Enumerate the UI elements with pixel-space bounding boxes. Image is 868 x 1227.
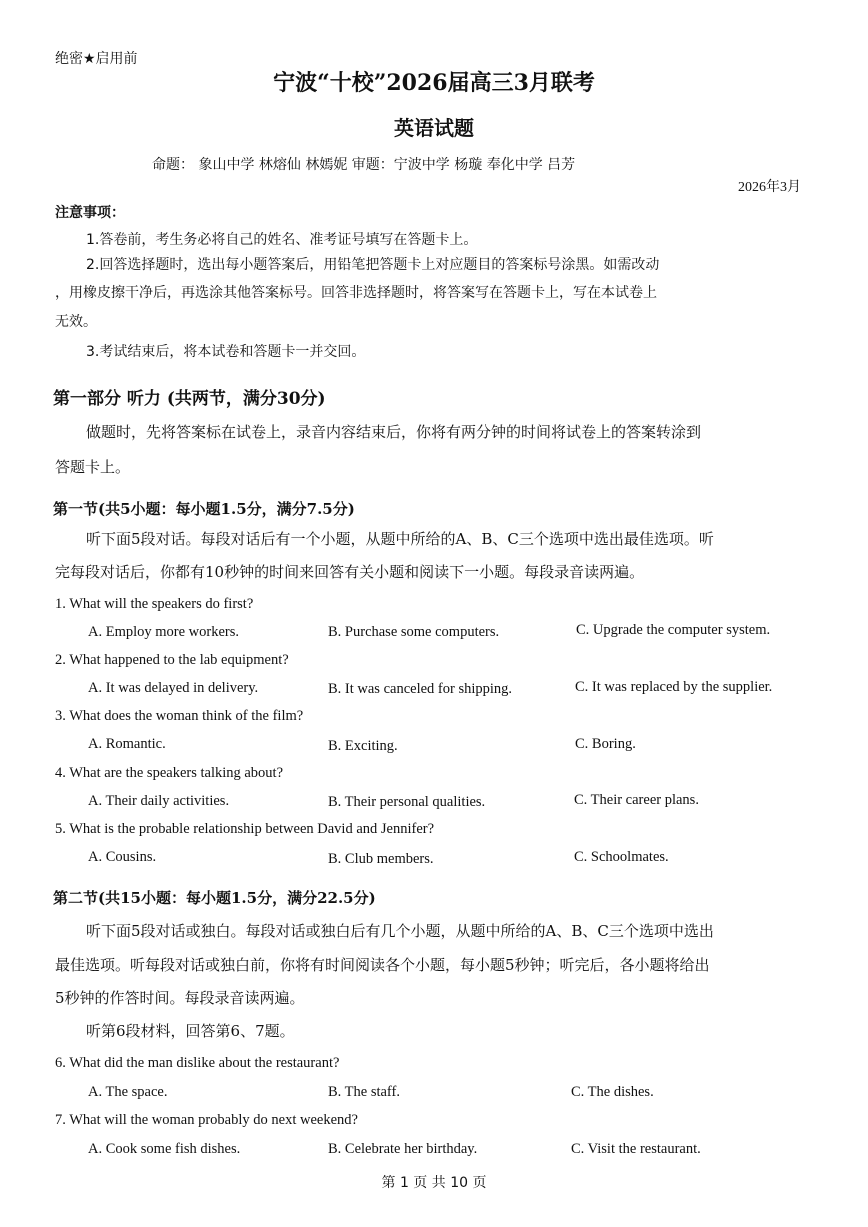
question-3-option-b: B. Exciting. (328, 738, 398, 754)
section-2-intro-line-3: 5秒钟的作答时间。每段录音读两遍。 (55, 989, 305, 1007)
question-5-option-a: A. Cousins. (88, 849, 157, 865)
note-item-2-line-1: 2.回答选择题时，选出每小题答案后，用铅笔把答题卡上对应题目的答案标号涂黑。如需改动 (86, 257, 660, 273)
question-2-option-b: B. It was canceled for shipping. (328, 681, 513, 697)
exam-subject: 英语试题 (394, 116, 474, 140)
question-2-option-a: A. It was delayed in delivery. (88, 680, 259, 696)
question-6-option-b: B. The staff. (328, 1084, 400, 1100)
section-1-intro-line-2: 完每段对话后，你都有10秒钟的时间来回答有关小题和阅读下一小题。每段录音读两遍。 (55, 563, 645, 581)
material-6-instruction: 听第6段材料，回答第6、7题。 (86, 1022, 295, 1040)
question-3-option-a: A. Romantic. (88, 736, 166, 752)
question-4-option-b: B. Their personal qualities. (328, 794, 486, 810)
question-5-option-b: B. Club members. (328, 851, 434, 867)
note-item-2-line-2: ，用橡皮擦干净后，再选涂其他答案标号。回答非选择题时，将答案写在答题卡上，写在本试卷上 (55, 285, 657, 301)
question-7-option-a: A. Cook some fish dishes. (88, 1141, 241, 1157)
notes-title: 注意事项： (55, 205, 125, 221)
question-7-option-c: C. Visit the restaurant. (571, 1141, 701, 1157)
part-1-intro-line-1: 做题时，先将答案标在试卷上，录音内容结束后，你将有两分钟的时间将试卷上的答案转涂到 (86, 423, 702, 441)
secret-label: 绝密★启用前 (55, 51, 138, 67)
note-item-2-line-3: 无效。 (55, 314, 97, 330)
authors-line: 命题： 象山中学 林熔仙 林嫣妮 审题：宁波中学 杨璇 奉化中学 吕芳 (152, 157, 576, 173)
question-5: 5. What is the probable relationship between David and Jennifer? (55, 821, 435, 837)
part-1-intro-line-2: 答题卡上。 (55, 458, 131, 476)
exam-date: 2026年3月 (738, 180, 801, 195)
question-7-option-b: B. Celebrate her birthday. (328, 1141, 478, 1157)
question-2-option-c: C. It was replaced by the supplier. (575, 679, 773, 695)
question-1-option-b: B. Purchase some computers. (328, 624, 500, 640)
question-6-option-c: C. The dishes. (571, 1084, 654, 1100)
section-1-heading: 第一节(共5小题：每小题1.5分，满分7.5分) (53, 500, 355, 518)
section-2-heading: 第二节(共15小题：每小题1.5分，满分22.5分) (53, 889, 376, 907)
question-3: 3. What does the woman think of the film? (55, 708, 304, 724)
section-2-intro-line-1: 听下面5段对话或独白。每段对话或独白后有几个小题，从题中所给的A、B、C三个选项中选出 (86, 922, 714, 940)
part-1-heading: 第一部分 听力 (共两节，满分30分) (53, 389, 326, 409)
question-7: 7. What will the woman probably do next weekend? (55, 1112, 358, 1128)
section-2-intro-line-2: 最佳选项。听每段对话或独白前，你将有时间阅读各个小题，每小题5秒钟；听完后，各小题将给出 (55, 956, 710, 974)
exam-title: 宁波“十校”2026届高三3月联考 (273, 70, 595, 96)
question-1: 1. What will the speakers do first? (55, 596, 254, 612)
question-6: 6. What did the man dislike about the restaurant? (55, 1055, 340, 1071)
section-1-intro-line-1: 听下面5段对话。每段对话后有一个小题，从题中所给的A、B、C三个选项中选出最佳选项。听 (86, 530, 714, 548)
question-4: 4. What are the speakers talking about? (55, 765, 284, 781)
question-1-option-c: C. Upgrade the computer system. (576, 622, 771, 638)
question-6-option-a: A. The space. (88, 1084, 168, 1100)
question-4-option-a: A. Their daily activities. (88, 793, 230, 809)
question-1-option-a: A. Employ more workers. (88, 624, 240, 640)
note-item-3: 3.考试结束后，将本试卷和答题卡一并交回。 (86, 344, 366, 360)
question-3-option-c: C. Boring. (575, 736, 636, 752)
page-number: 第 1 页 共 10 页 (381, 1175, 487, 1191)
question-5-option-c: C. Schoolmates. (574, 849, 669, 865)
note-item-1: 1.答卷前，考生务必将自己的姓名、准考证号填写在答题卡上。 (86, 232, 478, 248)
question-2: 2. What happened to the lab equipment? (55, 652, 289, 668)
question-4-option-c: C. Their career plans. (574, 792, 699, 808)
